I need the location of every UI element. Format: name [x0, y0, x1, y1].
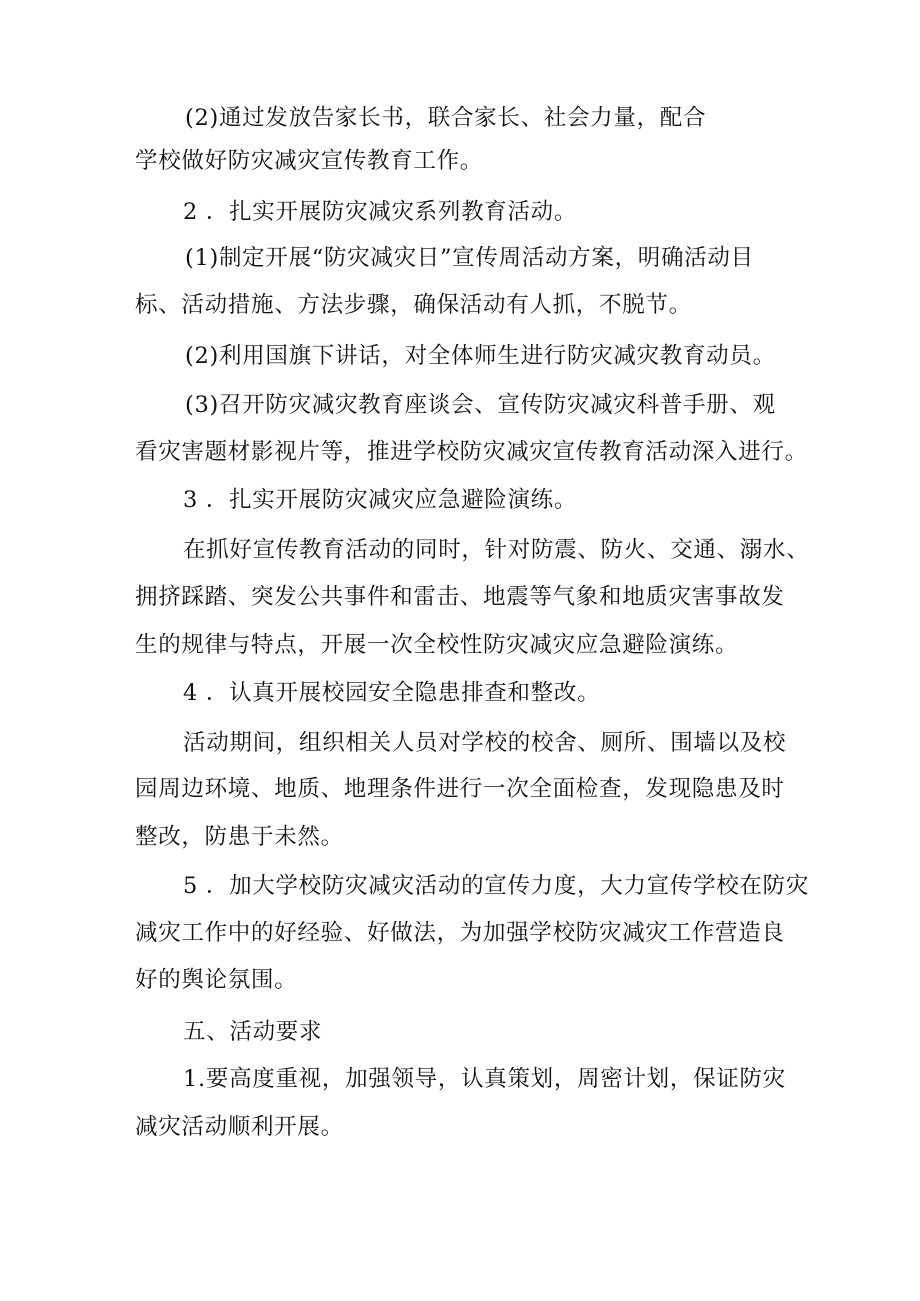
text-line: 2 ．扎实开展防灾减灾系列教育活动。 — [183, 199, 578, 225]
text-line: 标、活动措施、方法步骤，确保活动有人抓，不脱节。 — [135, 292, 692, 318]
text-line: (1)制定开展“防灾减灾日”宣传周活动方案，明确活动目 — [185, 245, 754, 271]
text-line: 好的舆论氛围。 — [135, 967, 298, 993]
text-line: 减灾工作中的好经验、好做法，为加强学校防灾减灾工作营造良 — [135, 920, 785, 946]
text-line: 看灾害题材影视片等，推进学校防灾减灾宣传教育活动深入进行。 — [135, 439, 808, 465]
text-line: 活动期间，组织相关人员对学校的校舍、厕所、围墙以及校 — [183, 730, 787, 756]
text-line: (2)通过发放告家长书，联合家长、社会力量，配合 — [185, 105, 707, 131]
text-line: 3 ．扎实开展防灾减灾应急避险演练。 — [183, 487, 578, 513]
text-line: 整改，防患于未然。 — [135, 824, 344, 850]
text-line: 园周边环境、地质、地理条件进行一次全面检查，发现隐患及时 — [135, 776, 785, 802]
text-line: (2)利用国旗下讲话，对全体师生进行防灾减灾教育动员。 — [185, 343, 776, 369]
text-line: 在抓好宣传教育活动的同时，针对防震、防火、交通、溺水、 — [183, 537, 810, 563]
text-line: 4 ．认真开展校园安全隐患排查和整改。 — [183, 680, 601, 706]
text-line: (3)召开防灾减灾教育座谈会、宣传防灾减灾科普手册、观 — [185, 392, 776, 418]
text-line: 拥挤踩踏、突发公共事件和雷击、地震等气象和地质灾害事故发 — [135, 584, 785, 610]
text-line: 学校做好防灾减灾宣传教育工作。 — [135, 148, 484, 174]
text-line: 1.要高度重视，加强领导，认真策划，周密计划，保证防灾 — [183, 1066, 786, 1092]
section-heading: 五、活动要求 — [183, 1019, 323, 1045]
text-line: 5 ．加大学校防灾减灾活动的宣传力度，大力宣传学校在防灾 — [183, 873, 810, 899]
text-line: 减灾活动顺利开展。 — [135, 1114, 344, 1140]
text-line: 生的规律与特点，开展一次全校性防灾减灾应急避险演练。 — [135, 632, 739, 658]
